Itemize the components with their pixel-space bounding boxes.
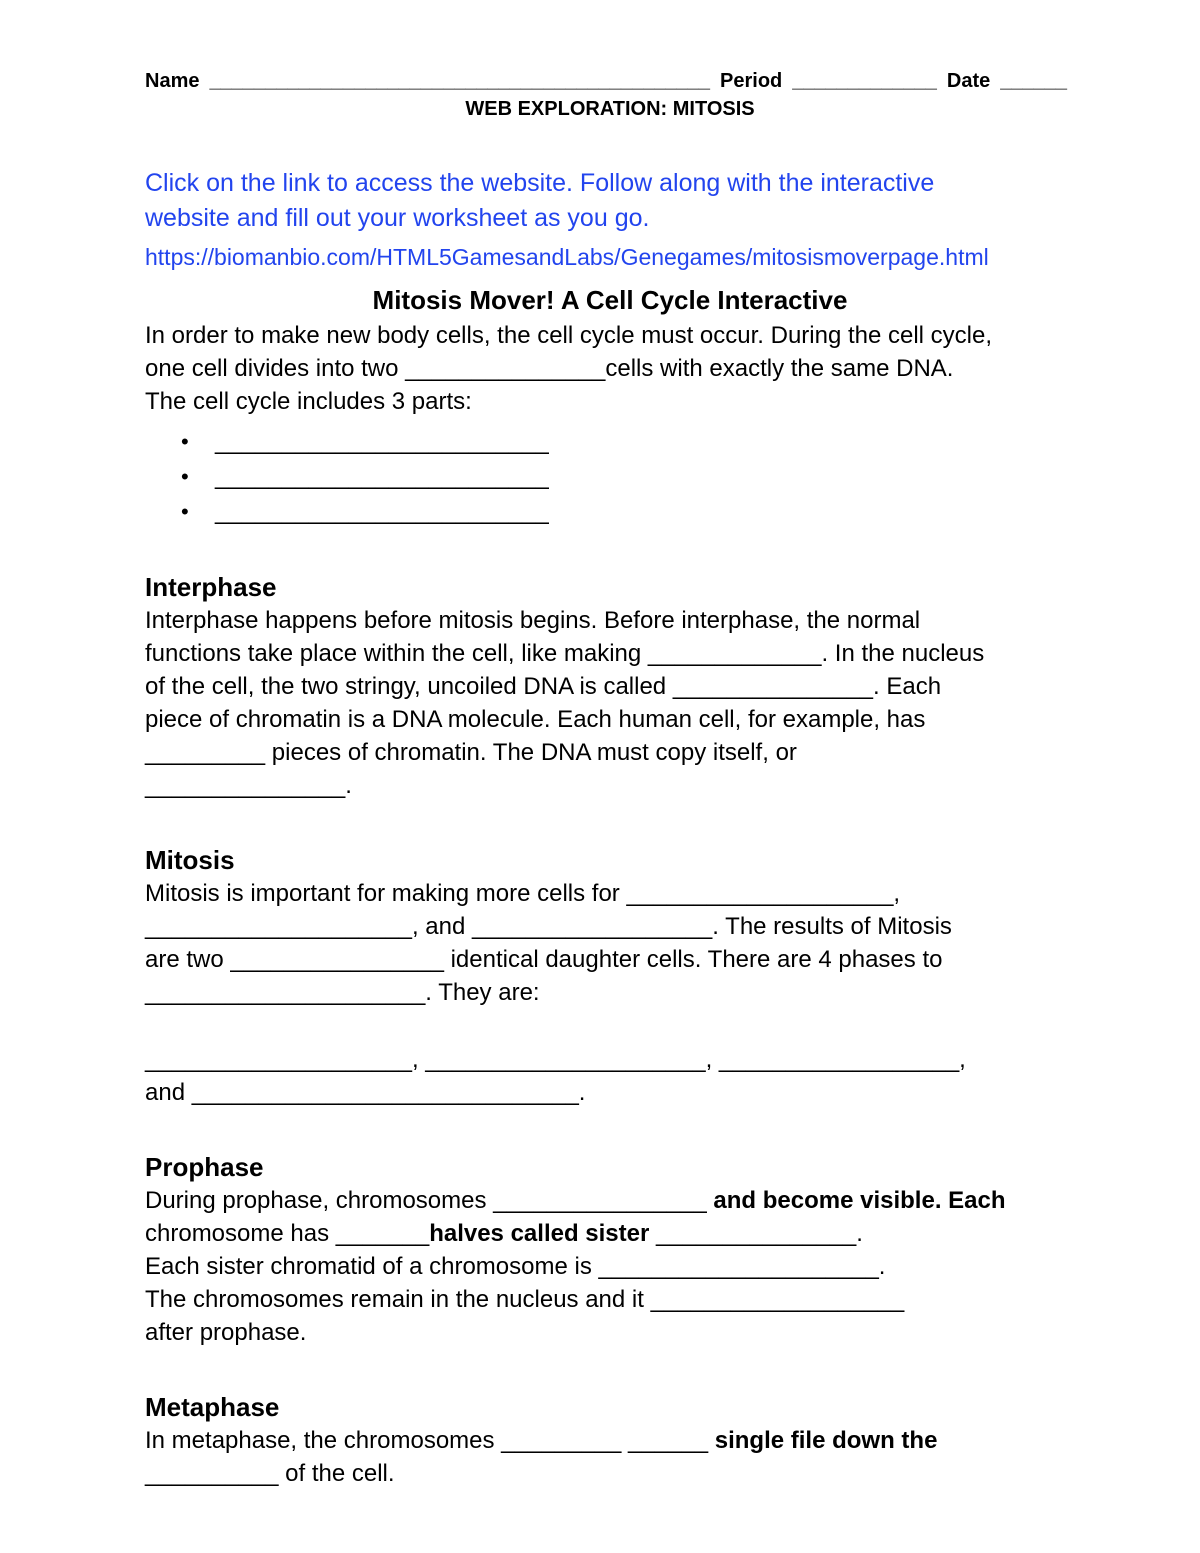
paragraph-line: Interphase happens before mitosis begins. Before interphase, the normal — [145, 607, 921, 634]
paragraph-line: The chromosomes remain in the nucleus and it ___________________ — [145, 1286, 905, 1313]
text-segment: During prophase, chromosomes ________________ — [145, 1187, 714, 1214]
text-segment: halves called sister — [429, 1220, 650, 1247]
paragraph-line: functions take place within the cell, like making _____________. In the nucleus — [145, 640, 985, 667]
date-label: Date — [946, 70, 991, 92]
website-link[interactable]: https://biomanbio.com/HTML5GamesandLabs/Genegames/mitosismoverpage.html — [145, 244, 989, 270]
header-row — [145, 68, 1075, 94]
paragraph-line: Mitosis is important for making more cells for ____________________, — [145, 880, 901, 907]
mitosis-paragraph — [145, 877, 1075, 1009]
name-label: Name — [145, 70, 200, 92]
paragraph-line: are two ________________ identical daughter cells. There are 4 phases to — [145, 946, 943, 973]
section-heading-interphase: Interphase — [145, 572, 277, 602]
blank-line: _________________________ — [215, 428, 549, 455]
bullet-icon: • — [181, 464, 189, 489]
paragraph-line — [145, 1217, 1075, 1250]
paragraph-line: one cell divides into two _______________cells with exactly the same DNA. — [145, 355, 954, 382]
prophase-paragraph — [145, 1184, 1075, 1349]
blank-line: _________________________ — [215, 463, 549, 490]
list-item — [181, 494, 1075, 529]
paragraph-line: and _____________________________. — [145, 1079, 586, 1106]
text-segment: and become visible. Each — [713, 1187, 1006, 1214]
paragraph-line: ____________________, and __________________. The results of Mitosis — [145, 913, 952, 940]
section-heading-mitosis: Mitosis — [145, 845, 235, 875]
text-segment: In metaphase, the chromosomes _________ ______ — [145, 1427, 715, 1454]
text-segment: single file down the — [714, 1427, 938, 1454]
bullet-icon: • — [181, 429, 189, 454]
date-blank: ______ — [1000, 70, 1067, 92]
paragraph-line: ____________________, _____________________, __________________, — [145, 1046, 966, 1073]
paragraph-line: of the cell, the two stringy, uncoiled DNA is called _______________. Each — [145, 673, 942, 700]
section-heading-metaphase: Metaphase — [145, 1392, 280, 1422]
paragraph-line — [145, 1184, 1075, 1217]
mitosis-phases-blanks — [145, 1043, 1075, 1109]
text-segment: _______________. — [649, 1220, 863, 1247]
paragraph-line: _____________________. They are: — [145, 979, 540, 1006]
paragraph-line: Each sister chromatid of a chromosome is _____________________. — [145, 1253, 886, 1280]
paragraph-line: In order to make new body cells, the cell cycle must occur. During the cell cycle, — [145, 322, 993, 349]
period-blank: _____________ — [792, 70, 937, 92]
metaphase-paragraph — [145, 1424, 1075, 1490]
list-item — [181, 424, 1075, 459]
activity-title: Mitosis Mover! A Cell Cycle Interactive — [372, 285, 848, 315]
paragraph-line: The cell cycle includes 3 parts: — [145, 388, 472, 415]
intro-paragraph — [145, 319, 1075, 418]
blank-line: _________________________ — [215, 498, 549, 525]
paragraph-line: _________ pieces of chromatin. The DNA must copy itself, or — [145, 739, 797, 766]
paragraph-line: piece of chromatin is a DNA molecule. Each human cell, for example, has — [145, 706, 926, 733]
text-segment: chromosome has _______ — [145, 1220, 430, 1247]
link-row — [145, 242, 1075, 276]
period-label: Period — [720, 70, 783, 92]
paragraph-line: _______________. — [145, 772, 352, 799]
list-item — [181, 459, 1075, 494]
name-blank: _____________________________________________ — [209, 70, 711, 92]
section-heading-prophase: Prophase — [145, 1152, 264, 1182]
paragraph-line: after prophase. — [145, 1319, 307, 1346]
paragraph-line — [145, 1424, 1075, 1457]
page-title: WEB EXPLORATION: MITOSIS — [465, 98, 755, 120]
instructions — [145, 166, 1075, 236]
cell-cycle-parts-list — [145, 424, 1075, 529]
instructions-line: website and fill out your worksheet as you go. — [145, 204, 650, 232]
bullet-icon: • — [181, 499, 189, 524]
instructions-line: Click on the link to access the website. Follow along with the interactive — [145, 169, 935, 197]
interphase-paragraph — [145, 604, 1075, 802]
paragraph-line: __________ of the cell. — [145, 1460, 395, 1487]
